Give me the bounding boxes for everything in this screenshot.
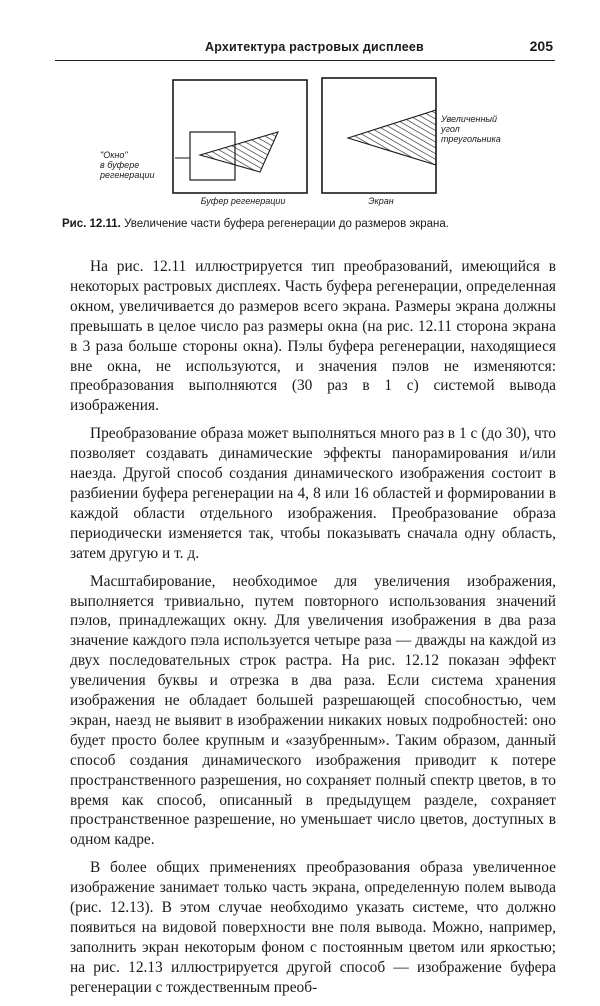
buffer-label: Буфер регенерации: [200, 196, 286, 206]
caption-text: Увеличение части буфера регенерации до размеров экрана.: [124, 218, 450, 230]
enlarged-label: [441, 114, 531, 144]
running-header: [55, 38, 555, 61]
enlarged-label-line: треугольника: [441, 134, 501, 144]
body-text: [70, 257, 556, 1006]
paragraph: В более общих применениях преобразования образа увеличенное изображение занимает только часть экрана, определенную полем вывода (рис. 12.13). В этом случае необходимо указать системе, что должно появиться на видовой поверхности вне поля вывода. Можно, например, заполнить экран некоторым фоном с постоянным цветом или яркостью; на рис. 12.13 иллюстрируется другой способ — изображение буфера регенерации с тождественным преоб-: [70, 859, 556, 996]
figure-caption: [62, 218, 552, 230]
page-number: 205: [529, 38, 553, 54]
paragraph: Преобразование образа может выполняться много раз в 1 с (до 30), что позволяет создавать динамические эффекты панорамирования и/или наезда. Другой способ создания динамического изображения состоит в разбиении буфера регенерации на 4, 8 или 16 областей и формировании в каждой области отдельного изображения. Преобразование образа периодически изменяется так, чтобы показывать сначала одну область, затем другую и т. д.: [70, 425, 556, 562]
window-label-line: "Окно": [100, 150, 128, 160]
figure-drawing: [60, 70, 560, 220]
paragraph: Масштабирование, необходимое для увеличения изображения, выполняется тривиально, путем повторного использования значений пэлов, принадлежащих окну. Для увеличения изображения в два раза значение каждого пэла используется четыре раза — дважды на каждой из двух последовательных строк растра. На рис. 12.12 показан эффект увеличения буквы и отрезка в два раза. Если система хранения изображения не обладает большей разрешающей способностью, чем экран, наезд не выявит в изображении никаких новых подробностей: оно будет просто более крупным и «зазубренным». Таким образом, данный способ создания динамического изображения приводит к потере пространственного разрешения, но сохраняет полный спектр цветов, в то время как способ, описанный в предыдущем разделе, сохраняет пространственное разрешение, но уменьшает число цветов, доступных в одном кадре.: [70, 572, 556, 849]
paragraph: На рис. 12.11 иллюстрируется тип преобразований, имеющийся в некоторых растровых дисплеях. Часть буфера регенерации, определенная окном, увеличивается до размеров всего экрана. Размеры экрана должны превышать в целое число раз размеры окна (на рис. 12.11 сторона экрана в 3 раза больше стороны окна). Пэлы буфера регенерации, находящиеся вне окна, не используются, и значения пэлов не изменяются: преобразования выполняются (30 раз в 1 с) системой вывода изображения.: [70, 258, 556, 415]
window-label-line: в буфере: [100, 160, 140, 170]
running-title: Архитектура растровых дисплеев: [205, 40, 424, 54]
caption-number: Рис. 12.11.: [62, 218, 121, 230]
buffer-frame: [173, 80, 307, 193]
window-label-line: регенерации: [100, 170, 155, 180]
screen-label: Экран: [368, 196, 394, 206]
enlarged-label-line: угол: [441, 124, 460, 134]
enlarged-label-line: Увеличенный: [441, 114, 498, 124]
small-triangle: [200, 132, 278, 172]
window-label: [100, 150, 172, 180]
enlarged-triangle: [348, 110, 436, 165]
figure-12-11: [60, 70, 560, 220]
